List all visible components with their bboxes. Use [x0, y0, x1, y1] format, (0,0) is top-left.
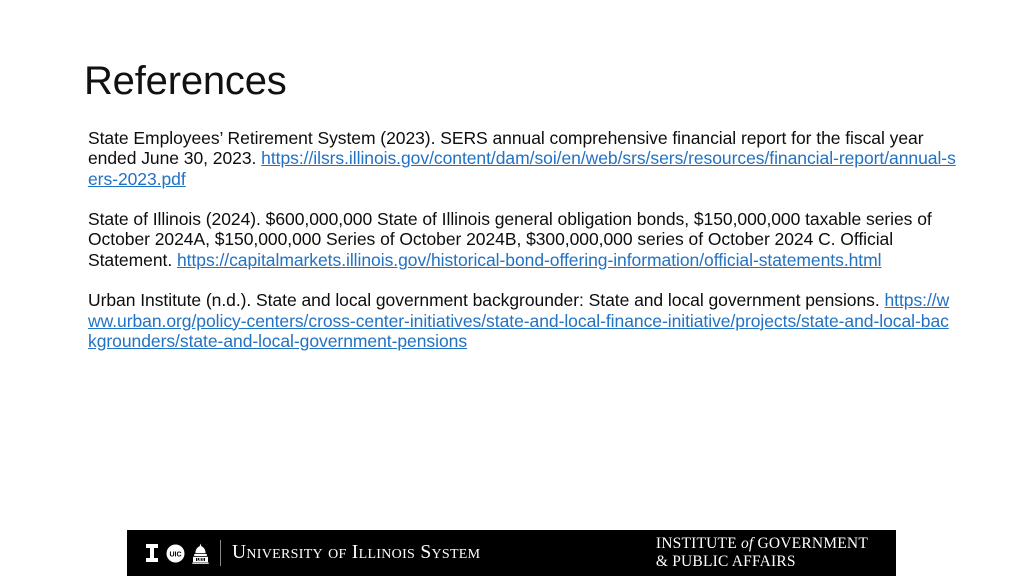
- institute-line-1-part-1: INSTITUTE: [655, 534, 741, 552]
- reference-text: State of Illinois (2024). $600,000,000 State of Illinois general obligation bonds, $150,000,000 taxable series of October 2024A, $150,000,000 Series of October 2024B, $300,000,000 series of October 2024 C. Official Statement.: [88, 209, 932, 270]
- reference-text: State Employees’ Retirement System (2023). SERS annual comprehensive financial report for the fiscal year ended June 30, 2023.: [88, 128, 924, 169]
- institute-line-1-of: of: [740, 534, 754, 552]
- uis-dome-logo: [192, 543, 209, 564]
- reference-entry-sers: [88, 128, 956, 189]
- uiuc-block-i-logo: [145, 543, 159, 563]
- svg-text:UIS: UIS: [196, 556, 205, 562]
- university-of-illinois-system-lockup: [145, 530, 480, 576]
- institute-of-government-and-public-affairs-lockup: [656, 535, 868, 572]
- university-of-illinois-system-wordmark: University of Illinois System: [232, 542, 481, 564]
- svg-text:UIC: UIC: [169, 551, 182, 559]
- page-title: References: [84, 59, 287, 103]
- reference-entry-state-of-illinois: [88, 209, 956, 270]
- reference-link-state-of-illinois[interactable]: https://capitalmarkets.illinois.gov/historical-bond-offering-information/official-statements.html: [176, 249, 882, 270]
- reference-text: Urban Institute (n.d.). State and local government backgrounder: State and local government pensions.: [88, 290, 885, 311]
- institute-line-1: [656, 535, 868, 554]
- reference-list: [88, 128, 956, 351]
- reference-link-sers[interactable]: https://ilsrs.illinois.gov/content/dam/soi/en/web/srs/sers/resources/financial-report/annual-sers-2023.pdf: [88, 148, 956, 189]
- university-logo-marks: [145, 543, 209, 564]
- lockup-divider: [220, 540, 221, 566]
- reference-entry-urban-institute: [88, 290, 956, 351]
- institute-line-2: & PUBLIC AFFAIRS: [655, 553, 796, 570]
- footer-banner: [127, 530, 896, 576]
- reference-link-urban-institute[interactable]: https://www.urban.org/policy-centers/cross-center-initiatives/state-and-local-finance-initiative/projects/state-and-local-backgrounders/state-and-local-government-pensions: [88, 290, 950, 351]
- uic-circle-logo: [166, 544, 185, 563]
- institute-line-1-part-2: GOVERNMENT: [753, 534, 868, 552]
